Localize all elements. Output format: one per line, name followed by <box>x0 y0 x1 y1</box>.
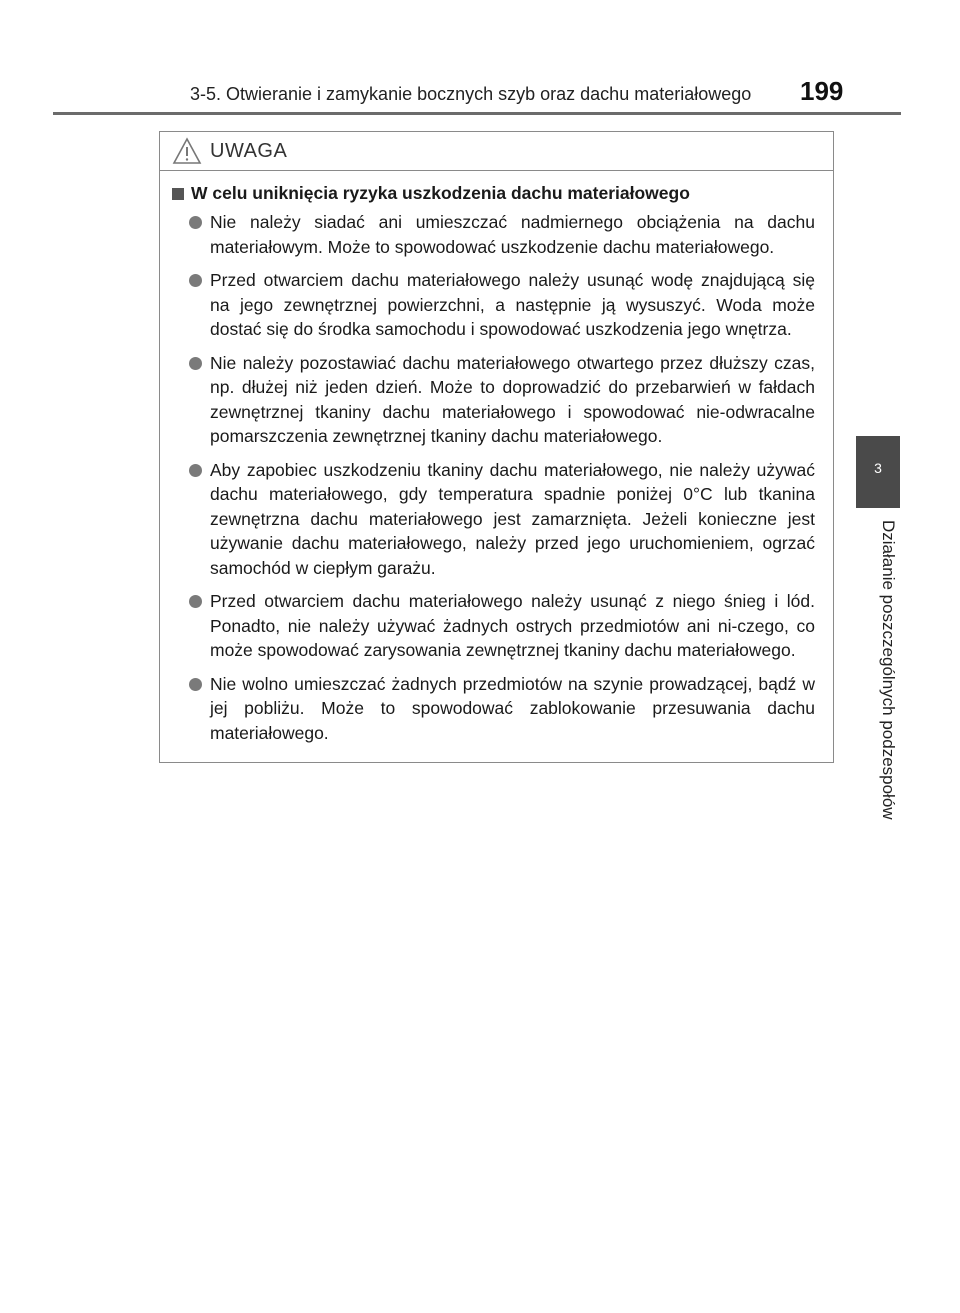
page-header-title: 3-5. Otwieranie i zamykanie bocznych szyb oraz dachu materiałowego <box>190 84 752 104</box>
bullet-circle-icon <box>189 595 202 608</box>
list-item-text: Nie należy pozostawiać dachu materiałowego otwartego przez dłuższy czas, np. dłużej niż jeden dzień. Może to doprowadzić do przebarwień w fałdach zewnętrznej tkaniny dachu materiałowego i spowodować nie-odwracalne pomarszczenia zewnętrznej tkaniny dachu materiałowego. <box>210 352 815 446</box>
chapter-tab <box>856 436 900 508</box>
bullet-circle-icon <box>189 678 202 691</box>
bullet-circle-icon <box>189 274 202 287</box>
chapter-number: 3 <box>874 460 882 476</box>
chapter-title: Działanie poszczególnych podzespołów <box>879 520 898 820</box>
header-divider <box>53 112 901 115</box>
section-heading-text: W celu uniknięcia ryzyka uszkodzenia dachu materiałowego <box>191 183 690 203</box>
warning-body <box>160 171 833 745</box>
square-bullet-icon <box>172 188 184 200</box>
section-heading <box>172 183 815 204</box>
warning-header <box>160 132 833 171</box>
warning-triangle-icon <box>172 137 202 165</box>
list-item-text: Nie należy siadać ani umieszczać nadmiernego obciążenia na dachu materiałowym. Może to spowodować uszkodzenie dachu materiałowego. <box>210 212 815 257</box>
bullet-circle-icon <box>189 357 202 370</box>
list-item <box>172 351 815 449</box>
warning-label: UWAGA <box>210 139 288 162</box>
warning-list <box>172 210 815 745</box>
list-item <box>172 589 815 663</box>
list-item <box>172 458 815 581</box>
list-item-text: Aby zapobiec uszkodzeniu tkaniny dachu materiałowego, nie należy używać dachu materiałowego, gdy temperatura spadnie poniżej 0°C lub tkanina zewnętrzna dachu materiałowego jest zamarznięta. Jeżeli konieczne jest używanie dachu materiałowego, należy przed jego uruchomieniem, ogrzać samochód w ciepłym garażu. <box>210 459 815 578</box>
list-item <box>172 268 815 342</box>
bullet-circle-icon <box>189 216 202 229</box>
list-item <box>172 672 815 746</box>
warning-box <box>159 131 834 763</box>
page-number: 199 <box>800 76 844 106</box>
list-item <box>172 210 815 259</box>
list-item-text: Nie wolno umieszczać żadnych przedmiotów na szynie prowadzącej, bądź w jej pobliżu. Może to spowodować zablokowanie przesuwania dachu materiałowego. <box>210 673 815 743</box>
list-item-text: Przed otwarciem dachu materiałowego należy usunąć wodę znajdującą się na jego zewnętrznej powierzchni, a następnie ją wysuszyć. Woda może dostać się do środka samochodu i spowodować uszkodzenia jego wnętrza. <box>210 270 815 339</box>
list-item-text: Przed otwarciem dachu materiałowego należy usunąć z niego śnieg i lód. Ponadto, nie należy używać żadnych ostrych przedmiotów ani ni-czego, co może spowodować zarysowania zewnętrznej tkaniny dachu materiałowego. <box>210 591 815 660</box>
bullet-circle-icon <box>189 464 202 477</box>
